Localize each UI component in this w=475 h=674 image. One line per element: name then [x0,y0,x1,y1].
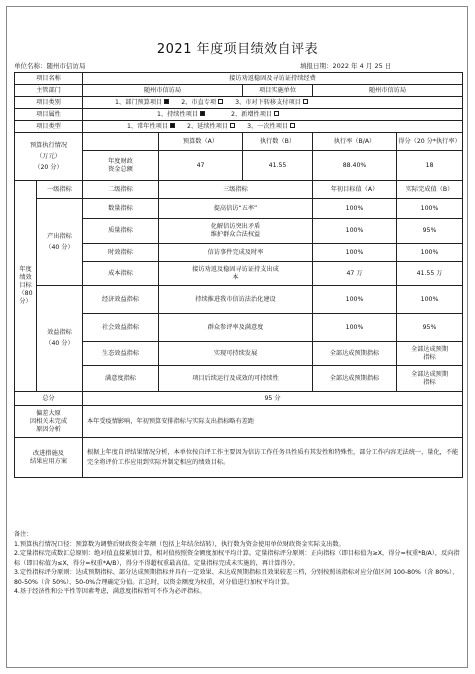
funding-rate-value: 88.40% [313,151,397,181]
table-row [15,262,463,286]
deviation-label [15,406,83,438]
output-l3: 提高信访“五率” [159,199,313,219]
funding-header-budget: 预算数（A） [159,133,243,151]
output-l3 [159,219,313,244]
targets-side-line-1: 年度 [19,266,32,273]
table-row [15,342,463,366]
output-label [37,199,83,286]
effect-label [37,286,83,392]
output-a: 100% [313,244,397,262]
evaluation-table [14,72,463,478]
output-l3-line-1: 化解信访突出矛盾 [210,223,261,230]
impl-label: 项目实施单位 [243,85,313,97]
table-row [15,199,463,219]
funding-score-value: 18 [397,151,463,181]
unit-info [14,61,86,70]
funding-row-label-line-2: 资金总额 [108,165,133,173]
effect-b-line-2: 指标 [423,378,436,386]
row-project-name [15,73,463,85]
target-header-l1: 一级指标 [37,181,83,199]
note-item: 4.基于经济性和公平性等因素考虑，满意度指标暂可不作为必评指标。 [14,588,206,595]
output-l3-line-2: 本 [232,273,239,281]
notes-section [14,530,462,597]
row-project-attr [15,109,463,121]
target-header-b: 实际完成值（B） [397,181,463,199]
row-total [15,392,463,406]
attr-option-2: 2、新增性项目 [231,110,273,118]
targets-side-line-4: （80 [18,290,33,297]
output-l2: 时效指标 [83,244,159,262]
funding-label-line-3: （20 分） [34,163,63,171]
effect-b-line-2: 指标 [423,353,436,361]
effect-a: 全部达成预期指标 [313,342,397,366]
effect-b-line-1: 全部达成预期 [410,370,449,378]
note-item: 3.定性指标评分原则：达成预期指标、部分达成预期指标并具有一定效果、未达成预期指标且效果较差三档，分别按照该指标对应分值区间 100-80%（含 80%）、80-50%（含 50%）、50-0%合理确定分值。汇总时，以资金额度为权重，对分值进行加权平均计算。 [14,569,459,586]
output-l2: 质量指标 [83,219,159,244]
effect-label-line-1: 效益指标 [47,329,72,336]
application-label-line-2: 结果应用方案 [29,457,68,465]
deviation-label-line-3: 原因分析 [36,425,61,433]
kind-option-2: 2、延续性项目 [187,122,229,130]
targets-side-label [15,181,37,392]
effect-l2: 满意度指标 [83,366,159,392]
funding-row-label [83,151,159,181]
date-label: 填报日期： [300,62,333,70]
dept-value: 随州市信访局 [83,85,243,97]
output-l2: 数量指标 [83,199,159,219]
effect-a: 100% [313,314,397,342]
total-label: 总分 [15,392,83,406]
row-funding-values [15,151,463,181]
attr-label: 项目属性 [15,109,83,121]
table-row [15,244,463,262]
notes-heading: 备注： [14,531,33,538]
deviation-text: 本年受疫情影响，年初预算安排指标与实际支出指标略有差距 [83,406,463,438]
note-item: 2.定量指标完成数汇总原则：绝对值直接累加计算，相对值按照资金额度加权平均计算。定量指标评分原则：正向指标（即目标值为≥X，得分=权重*B/A），反向指标（即目标值为≤X，得分=权重*A/B），得分不得超权重最高值。定量指标完成未实施的，再计算得分。 [14,550,460,567]
type-options [83,97,463,109]
table-row [15,366,463,392]
funding-header-exec: 执行数（B） [243,133,313,151]
table-row [15,219,463,244]
dept-label: 主管部门 [15,85,83,97]
targets-side-line-3: 目标 [19,282,32,289]
funding-exec-value: 41.55 [243,151,313,181]
output-label-line-1: 产出指标 [47,232,72,240]
effect-label-line-2: （40 分） [45,340,74,347]
application-text: 根据上年度自评结果情况分析，本单位按自评工作主要因为信访工作任务具性质有其发性和特殊性，部分工作内容无法统一、量化，不能完全将评价工作应用到实际并制定相应的绩效目标。 [83,438,463,478]
effect-a: 全部达成预期指标 [313,366,397,392]
output-b: 100% [397,199,463,219]
table-row [15,286,463,314]
checkbox-checked-icon[interactable] [170,123,175,128]
output-b: 100% [397,244,463,262]
type-option-1: 1、部门预算项目 [115,98,163,106]
effect-l3: 实现可持续发展 [159,342,313,366]
row-application [15,438,463,478]
effect-l2: 社会效益指标 [83,314,159,342]
output-l3-line-2: 维护群众合法权益 [210,231,261,238]
funding-label-line-2: （万元） [36,152,61,160]
checkbox-icon[interactable] [274,111,279,116]
funding-header-rate: 执行率（B/A） [313,133,397,151]
application-label [15,438,83,478]
project-name-label: 项目名称 [15,73,83,85]
row-department [15,85,463,97]
output-l3 [159,262,313,286]
kind-label: 项目类型 [15,121,83,133]
application-label-line-1: 改进措施及 [33,449,64,457]
target-header-l2: 二级指标 [83,181,159,199]
effect-b: 95% [397,314,463,342]
checkbox-checked-icon[interactable] [200,111,205,116]
checkbox-icon[interactable] [230,123,235,128]
table-row [15,314,463,342]
funding-label [15,133,83,181]
type-option-3: 3、市对下转移支付项目 [235,98,301,106]
checkbox-icon[interactable] [303,99,308,104]
deviation-label-line-2: 因相关未完成 [29,417,68,425]
date-info [300,61,391,70]
output-l3-line-1: 接访劝返及稳固寻访证持支出成 [192,265,279,273]
output-b: 41.55 万 [397,262,463,286]
targets-side-line-2: 绩效 [19,274,32,281]
deviation-label-line-1: 偏差大原 [36,409,61,417]
unit-label: 单位名称： [14,62,47,70]
effect-l3: 项目后续运行及成效的可持续性 [159,366,313,392]
output-a: 47 万 [313,262,397,286]
funding-row-label-line-1: 年度财政 [108,157,133,165]
effect-l2: 生态效益指标 [83,342,159,366]
unit-value: 随州市信访局 [46,62,86,70]
target-header-l3: 三级指标 [159,181,313,199]
checkbox-icon[interactable] [290,123,295,128]
effect-b-line-1: 全部达成预期 [410,345,449,353]
output-label-line-2: （40 分） [45,243,74,251]
row-project-kind [15,121,463,133]
date-value: 2022 年 4 月 25 日 [332,62,392,70]
impl-value: 随州市信访局 [313,85,463,97]
kind-option-3: 3、一次性项目 [247,122,289,130]
total-value: 95 分 [83,392,463,406]
effect-b [397,366,463,392]
funding-label-line-1: 预算执行情况 [29,141,68,149]
effect-a: 100% [313,286,397,314]
funding-budget-value: 47 [159,151,243,181]
funding-header-score: 得分（20 分*执行率） [397,133,463,151]
kind-option-1: 1、常年性项目 [127,122,169,130]
effect-b: 100% [397,286,463,314]
checkbox-icon[interactable] [218,99,223,104]
effect-l3: 群众参评率及满意度 [159,314,313,342]
output-l3: 信访事件完成及时率 [159,244,313,262]
funding-header-blank [83,133,159,151]
row-project-type [15,97,463,109]
project-name-value: 接访劝返稳固及寻访证持续经费 [83,73,463,85]
type-option-2: 2、市直专项 [181,98,217,106]
output-a: 100% [313,199,397,219]
checkbox-checked-icon[interactable] [164,99,169,104]
row-funding-header [15,133,463,151]
effect-l3: 持续推进我市信访法治化建设 [159,286,313,314]
output-a: 100% [313,219,397,244]
note-item: 1.预算执行情况口径：预算数为调整后财政资金年额（包括上年结余结转），执行数为资金使用单位财政资金实际支出数。 [14,540,345,548]
target-header-a: 年初目标值（A） [313,181,397,199]
kind-options [83,121,463,133]
effect-b [397,342,463,366]
output-b: 95% [397,219,463,244]
attr-option-1: 1、持续性项目 [157,110,199,118]
output-l2: 成本指标 [83,262,159,286]
effect-l2: 经济效益指标 [83,286,159,314]
targets-side-line-5: 分） [19,298,32,305]
attr-options [83,109,463,121]
row-target-headers [15,181,463,199]
row-deviation [15,406,463,438]
type-label: 项目类别 [15,97,83,109]
page-title: 2021 年度项目绩效自评表 [156,42,319,57]
